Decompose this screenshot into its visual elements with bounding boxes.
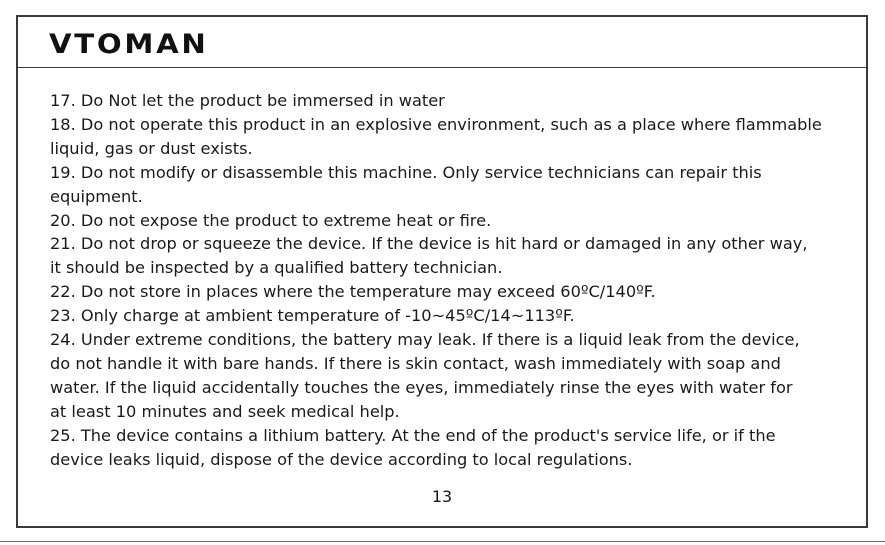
instruction-line: 17. Do Not let the product be immersed in water	[50, 91, 445, 110]
instruction-item	[50, 424, 862, 472]
page-frame	[16, 15, 868, 528]
instruction-line: 19. Do not modify or disassemble this machine. Only service technicians can repair this	[50, 162, 762, 182]
instruction-line: 20. Do not expose the product to extreme heat or fire.	[50, 210, 492, 230]
page-number: 13	[431, 487, 453, 506]
instruction-line: device leaks liquid, dispose of the device according to local regulations.	[50, 449, 633, 469]
brand-logo: VTOMAN	[49, 29, 209, 60]
instruction-line: liquid, gas or dust exists.	[50, 138, 253, 158]
safety-instructions-list	[50, 89, 862, 472]
instruction-item	[50, 328, 862, 424]
instruction-item	[50, 232, 862, 280]
instruction-item	[50, 89, 862, 113]
instruction-item	[50, 113, 862, 161]
instruction-item	[50, 304, 862, 328]
instruction-line: it should be inspected by a qualified battery technician.	[50, 258, 503, 278]
instruction-item	[50, 209, 862, 233]
instruction-line: equipment.	[50, 186, 143, 206]
instruction-line: at least 10 minutes and seek medical help.	[50, 401, 400, 421]
instruction-line: do not handle it with bare hands. If there is skin contact, wash immediately with soap and	[50, 353, 781, 373]
instruction-line: 22. Do not store in places where the temperature may exceed 60ºC/140ºF.	[50, 282, 656, 302]
instruction-line: 18. Do not operate this product in an explosive environment, such as a place where flammable	[50, 114, 822, 134]
bottom-divider	[0, 541, 885, 542]
header	[18, 17, 866, 68]
instruction-line: 21. Do not drop or squeeze the device. If the device is hit hard or damaged in any other way,	[50, 234, 808, 254]
instruction-item	[50, 161, 862, 209]
instruction-line: 23. Only charge at ambient temperature of -10~45ºC/14~113ºF.	[50, 306, 575, 326]
instruction-line: water. If the liquid accidentally touches the eyes, immediately rinse the eyes with water for	[50, 377, 793, 397]
instruction-line: 24. Under extreme conditions, the battery may leak. If there is a liquid leak from the device,	[50, 330, 800, 350]
instruction-item	[50, 280, 862, 304]
instruction-line: 25. The device contains a lithium battery. At the end of the product's service life, or if the	[50, 425, 776, 445]
